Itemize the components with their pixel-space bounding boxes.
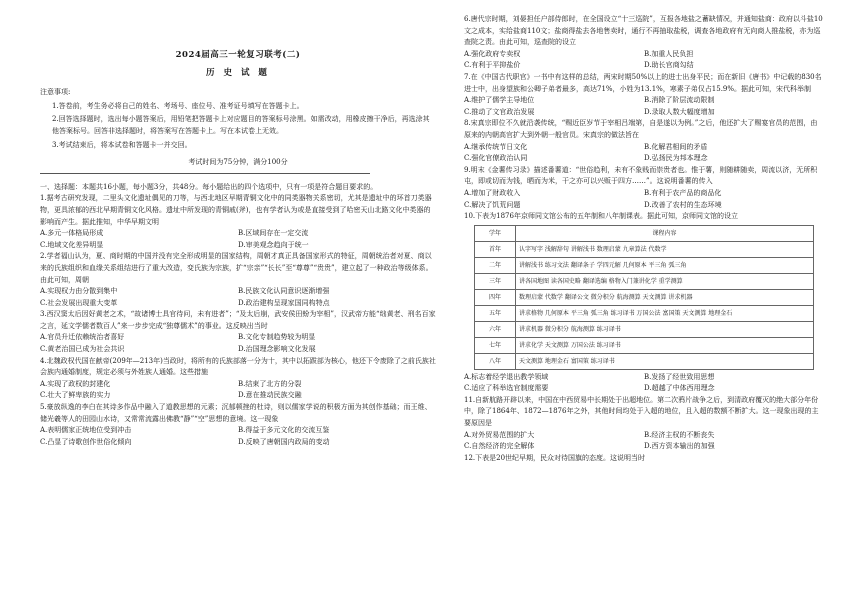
- table-cell-year: 六年: [475, 321, 516, 337]
- table-row: [475, 241, 814, 257]
- table-cell-content: 认字写字 浅解辞句 讲解浅书 数理启蒙 九章算法 代数学: [516, 241, 814, 257]
- option-c[interactable]: C.适应了科举选官制度需要: [464, 384, 549, 393]
- option-a[interactable]: A.标志着经学退出教学领域: [464, 372, 549, 381]
- option-d[interactable]: D.治国理念影响文化发展: [238, 345, 316, 354]
- option-c[interactable]: C.黄老治国已成为社会共识: [40, 345, 125, 354]
- table-row: [475, 337, 814, 353]
- question-9: [464, 165, 824, 211]
- option-b[interactable]: B.化解君相间的矛盾: [644, 142, 708, 151]
- option-d[interactable]: D.超越了中体西用理念: [644, 384, 715, 393]
- option-c[interactable]: C.强化官僚政治认同: [464, 154, 528, 163]
- option-c[interactable]: C.社会发展出现重大变革: [40, 298, 118, 307]
- question-stem: 11.自新航路开辟以来，中国在中西贸易中长期处于出超地位。第二次鸦片战争之后，到清政府覆灭的绝大部分年份中，除了1864年、1872—1876年之外，其他时间均处于入超的地位，且入超的数额不断扩大。这一现象出现的主要原因是: [464, 395, 819, 428]
- table-row: [475, 305, 814, 321]
- option-a[interactable]: A.增加了财政收入: [464, 188, 521, 197]
- option-b[interactable]: B.有利于农产品的商品化: [644, 188, 722, 197]
- option-a[interactable]: A.强化政府专卖权: [464, 49, 521, 58]
- notice-item: 2.回答选择题时，选出每小题答案后，用铅笔把答题卡上对应题目的答案标号涂黑。如需改动，用橡皮擦干净后，再选涂其他答案标号。回答非选择题时，将答案写在答题卡上。写在本试卷上无效。: [52, 115, 430, 135]
- table-cell-content: 数理启蒙 代数学 翻译公文 微分积分 航海测算 天文测算 讲求机器: [516, 289, 814, 305]
- option-a[interactable]: A.对外贸易范围的扩大: [464, 430, 535, 439]
- table-row: [475, 273, 814, 289]
- table-header-cell: 学年: [475, 225, 516, 241]
- table-cell-content: 讲解浅书 练习文法 翻译条子 学四元解 几何原本 平三角 弧三角: [516, 257, 814, 273]
- option-a[interactable]: A.官员升迁依赖统治者喜好: [40, 333, 125, 342]
- option-a[interactable]: A.多元一体格局形成: [40, 229, 104, 238]
- divider: [40, 173, 370, 174]
- table-cell-content: 讲各国地图 读各国史略 翻译选编 格物入门兼讲化学 重学测算: [516, 273, 814, 289]
- option-d[interactable]: D.意在推动民族交融: [238, 391, 302, 400]
- option-c[interactable]: C.壮大了鲜卑族的实力: [40, 391, 111, 400]
- notice-item: 3.考试结束后，将本试卷和答题卡一并交回。: [52, 140, 192, 149]
- question-stem: 12.下表是20世纪早期，民众对待国旗的态度。这说明当时: [464, 453, 646, 462]
- table-cell-year: 二年: [475, 257, 516, 273]
- table-header-row: [475, 225, 814, 241]
- option-d[interactable]: D.录取人数大幅度增加: [644, 107, 715, 116]
- question-4: [40, 356, 436, 402]
- question-11: [464, 395, 824, 453]
- option-c[interactable]: C.有利于平抑盐价: [464, 61, 521, 70]
- option-b[interactable]: B.发扬了经世致用思想: [644, 372, 715, 381]
- time-info: 考试时间为75分钟，满分100分: [188, 158, 288, 167]
- question-stem: 3.西汉窦太后因好黄老之术，“故诸博士具官待问，未有进者”；“及太后崩，武安侯田蚡为宰相”，汉武帝方能“绌黄老、刑名百家之言，延文学儒者数百人”来一步步完成“独尊儒术”的事业。这反映出当时: [40, 310, 436, 330]
- left-column: [40, 0, 436, 448]
- option-a[interactable]: A.实现权力由分散到集中: [40, 287, 118, 296]
- section-intro: 一、选择题：本题共16小题，每小题3分，共48分。每小题给出的四个选项中，只有一项是符合题目要求的。: [40, 182, 378, 191]
- question-stem: 6.唐代宗时期，刘晏担任户部侍郎时，在全国设立“十三巡院”，互报各地盐之蓄缺情况，并通知盐商：政府以斗盐10文之成本，实给盐商110文；盐商得盐去各地售卖时，通行不再抽取盐税，调查各地政府有无向商人推盐税，亦为巡查院之责。由此可知，巡查院的设立: [464, 15, 823, 47]
- curriculum-table: [474, 225, 814, 370]
- table-cell-year: 三年: [475, 273, 516, 289]
- option-d[interactable]: D.反映了唐朝国内政局的变动: [238, 437, 330, 446]
- table-row: [475, 353, 814, 369]
- option-a[interactable]: A.继承传统节日文化: [464, 142, 528, 151]
- notice-item: 1.答卷前，考生务必将自己的姓名、考场号、座位号、准考证号填写在答题卡上。: [52, 101, 304, 110]
- table-cell-year: 四年: [475, 289, 516, 305]
- option-b[interactable]: B.结束了北方的分裂: [238, 379, 302, 388]
- option-d[interactable]: D.西方资本输出的加强: [644, 442, 715, 451]
- question-stem: 8.宋真宗即位不久就沿袭传统，“赐近臣岁节于宰相吕端第，自是遂以为例。”之后，他还扩大了赐宴官员的范围，由原来的内朝高官扩大到外朝一般官员。宋真宗的做法旨在: [464, 119, 818, 139]
- question-3: [40, 309, 436, 355]
- table-row: [475, 257, 814, 273]
- option-d[interactable]: D.助长官商勾结: [644, 61, 694, 70]
- question-12: [464, 453, 824, 465]
- table-row: [475, 289, 814, 305]
- table-row: [475, 321, 814, 337]
- table-cell-year: 首年: [475, 241, 516, 257]
- question-stem: 7.在《中国古代职官》一书中有这样的总结，两宋时期50%以上的进士出身平民；而在新旧《唐书》中记载的830名进士中，出身望族和公卿子弟者最多，高达71%，小姓为13.1%，寒素子弟仅占15.9%。据此可知，宋代科举制: [464, 72, 822, 93]
- table-header-cell: 课程内容: [516, 225, 814, 241]
- question-stem: 1.据考古研究发现，二里头文化遗址偶见的刀等，与西北地区早期青铜文化中的同类器物关系密切，尤其是遗址中的环首刀类器物，更具浓郁的西北早期青铜文化风格。遗址中所发现的青铜戚(斧)，也有学者认为或是直接受到了哈密天山北路文化中类器的影响而产生。据此推知，中华早期文明: [40, 194, 432, 226]
- question-10: [464, 211, 824, 395]
- question-5: [40, 402, 436, 448]
- exam-subtitle: 历 史 试 题: [206, 67, 270, 78]
- option-b[interactable]: B.区域间存在一定交流: [238, 229, 309, 238]
- question-stem: 2.学者福山认为，夏、商时期的中国并没有完全形成明显的国家结构，周朝才真正具备国家形式的特征，周朝统治者对夏、商以来的氏族组织和血缘关系组结进行了重大改造，变氏族为宗族，扩“宗亲”“长长”至“尊尊”“贵贵”，建立起了一种政治等级体系。由此可知，周朝: [40, 252, 433, 284]
- option-b[interactable]: B.文化专制趋势较为明显: [238, 333, 316, 342]
- option-a[interactable]: A.维护了儒学主导地位: [464, 96, 535, 105]
- option-b[interactable]: B.民族文化认同意识逐渐增强: [238, 287, 330, 296]
- option-c[interactable]: C.推动了文官政治发展: [464, 107, 535, 116]
- option-c[interactable]: C.地域文化差异明显: [40, 240, 104, 249]
- question-6: [464, 14, 824, 72]
- question-8: [464, 118, 824, 164]
- option-d[interactable]: D.政治建构呈现家国同构特点: [238, 298, 330, 307]
- option-b[interactable]: B.经济主权的不断丧失: [644, 430, 715, 439]
- option-a[interactable]: A.实现了政权的封建化: [40, 379, 111, 388]
- option-a[interactable]: A.表明儒家正统地位受到冲击: [40, 426, 132, 435]
- option-d[interactable]: D.改善了农村的生态环境: [644, 200, 722, 209]
- table-cell-year: 七年: [475, 337, 516, 353]
- option-b[interactable]: B.消除了阶层流动限制: [644, 96, 715, 105]
- notice-heading: 注意事项:: [40, 88, 71, 97]
- table-cell-year: 五年: [475, 305, 516, 321]
- table-cell-content: 讲求格物 几何原本 平三角 弧三角 练习译书 万国公法 富国策 天文测算 地理金石: [516, 305, 814, 321]
- right-column: [464, 14, 824, 464]
- option-c[interactable]: C.凸显了诗歌创作世俗化倾向: [40, 437, 132, 446]
- question-2: [40, 251, 436, 309]
- question-7: [464, 72, 824, 118]
- table-cell-content: 讲求机器 微分积分 航海测算 练习译书: [516, 321, 814, 337]
- question-1: [40, 193, 436, 251]
- option-d[interactable]: D.弘扬民为邦本理念: [644, 154, 708, 163]
- table-cell-content: 讲求化学 天文测算 万国公法 练习译书: [516, 337, 814, 353]
- table-cell-content: 天文测算 地理金石 富国策 练习译书: [516, 353, 814, 369]
- option-c[interactable]: C.自然经济的完全解体: [464, 442, 535, 451]
- question-stem: 10.下表为1876年京师同文馆公布的五年制和八年制课表。据此可知，京师同文馆的设立: [464, 212, 738, 221]
- option-d[interactable]: D.审美观念趋向于统一: [238, 240, 309, 249]
- question-stem: 4.北魏政权代国在献帝(209年—213年)当政时，将所有的氏族部落一分为十，其中以拓跋部为核心，他还下令废除了之前氏族社会族内通婚制度，规定必须与外姓族人通婚。这些措施: [40, 356, 436, 377]
- table-cell-year: 八年: [475, 353, 516, 369]
- option-b[interactable]: B.得益于多元文化的交流互鉴: [238, 426, 330, 435]
- option-c[interactable]: C.解决了饥荒问题: [464, 200, 521, 209]
- option-b[interactable]: B.加重人民负担: [644, 49, 694, 58]
- question-stem: 9.明末《金薯传习录》描述番薯道：“世俗趋利，未有不象贱而崇贵者也。惟于薯，则随耕随卖，周流以济，无所积屯，即或切而为钱，晒而为米，干之亦可以兴贩于四方……”。这说明番薯的传入: [464, 165, 818, 186]
- question-stem: 5.豪放纵逸的李白在其诗多作品中融入了道教思想的元素；沉郁顿挫的杜诗，则以儒家学说的积极方面为其创作基础；而王维、储光羲等人的田园山水诗，又常常流露出佛教“静”“空”思想的意境。这一现象: [40, 403, 432, 423]
- exam-title: 2024届高三一轮复习联考(二): [175, 50, 301, 60]
